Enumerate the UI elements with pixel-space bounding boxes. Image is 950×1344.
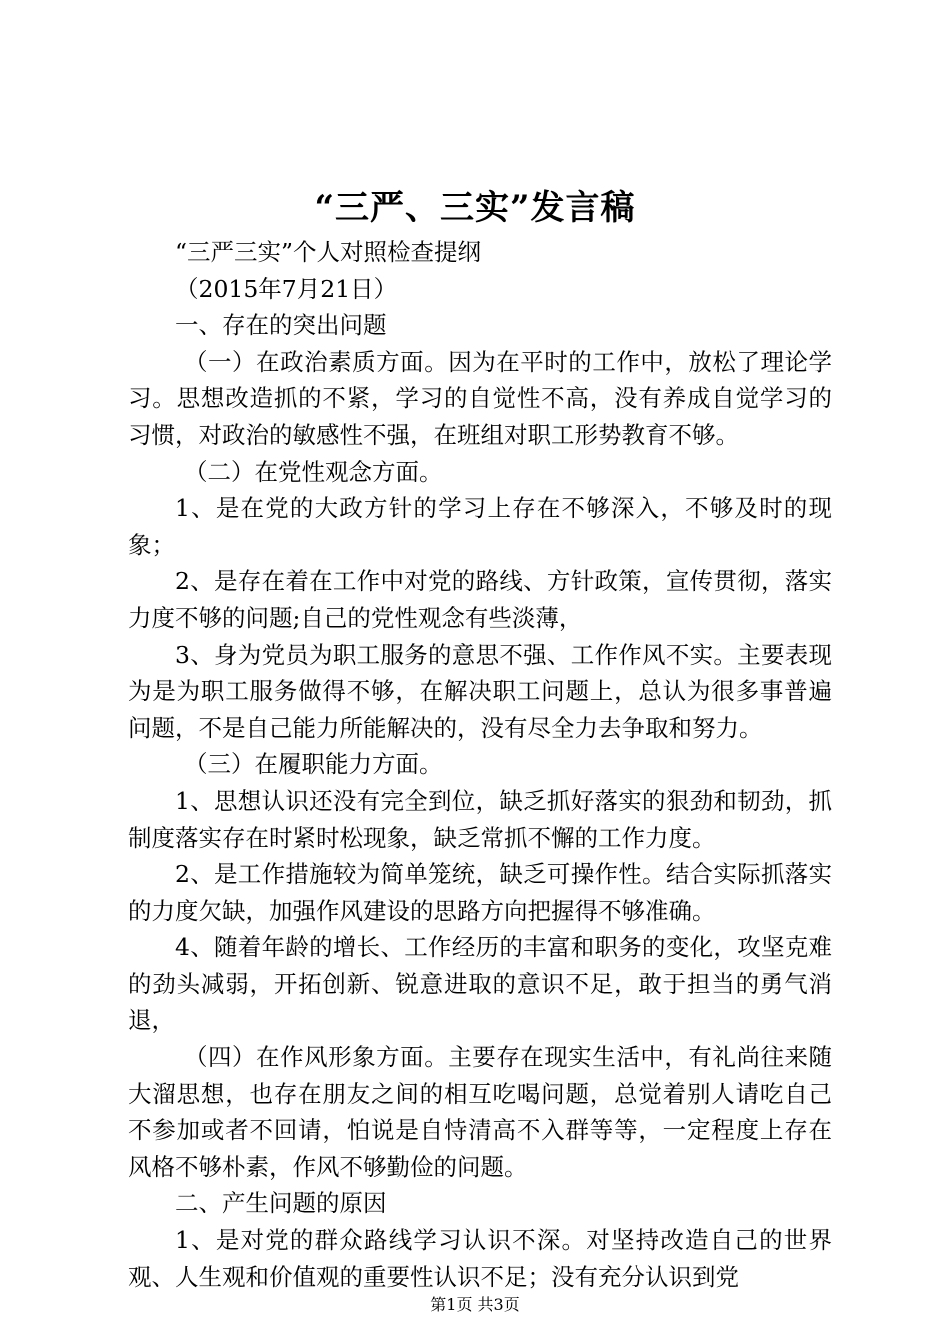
paragraph: “三严三实”个人对照检查提纲 (175, 238, 482, 266)
document-body (128, 234, 832, 1295)
document-title: “三严、三实”发言稿 (314, 188, 636, 228)
section-heading: 二、产生问题的原因 (175, 1189, 387, 1218)
paragraph: 1、是对党的群众路线学习认识不深。对坚持改造自己的世界观、人生观和价值观的重要性认识不足；没有充分认识到党 (128, 1226, 832, 1291)
paragraph: 3、身为党员为职工服务的意思不强、工作作风不实。主要表现为是为职工服务做得不够，在解决职工问题上，总认为很多事普遍问题，不是自己能力所能解决的，没有尽全力去争取和努力。 (128, 640, 832, 742)
page-footer: 第1页 共3页 (430, 1295, 520, 1314)
section-heading: 一、存在的突出问题 (175, 311, 387, 340)
paragraph: 1、是在党的大政方针的学习上存在不够深入，不够及时的现象； (128, 494, 832, 559)
paragraph: 2、是存在着在工作中对党的路线、方针政策，宣传贯彻，落实力度不够的问题;自己的党性观念有些淡薄， (128, 567, 832, 632)
subsection-heading: （二）在党性观念方面。 (184, 457, 443, 486)
paragraph: 2、是工作措施较为简单笼统，缺乏可操作性。结合实际抓落实的力度欠缺，加强作风建设的思路方向把握得不够准确。 (128, 860, 832, 925)
paragraph: （四）在作风形象方面。主要存在现实生活中，有礼尚往来随大溜思想，也存在朋友之间的相互吃喝问题，总觉着别人请吃自己不参加或者不回请，怕说是自恃清高不入群等等，一定程度上存在风格不够朴素，作风不够勤俭的问题。 (128, 1043, 832, 1181)
paragraph: 1、思想认识还没有完全到位，缺乏抓好落实的狠劲和韧劲，抓制度落实存在时紧时松现象，缺乏常抓不懈的工作力度。 (128, 786, 832, 852)
subsection-heading: （三）在履职能力方面。 (184, 750, 443, 779)
paragraph: 4、随着年龄的增长、工作经历的丰富和职务的变化，攻坚克难的劲头减弱，开拓创新、锐意进取的意识不足，敢于担当的勇气消退， (128, 933, 832, 1035)
paragraph: （2015年7月21日） (175, 274, 398, 303)
paragraph: （一）在政治素质方面。因为在平时的工作中，放松了理论学习。思想改造抓的不紧，学习的自觉性不高，没有养成自觉学习的习惯，对政治的敏感性不强，在班组对职工形势教育不够。 (128, 347, 832, 449)
